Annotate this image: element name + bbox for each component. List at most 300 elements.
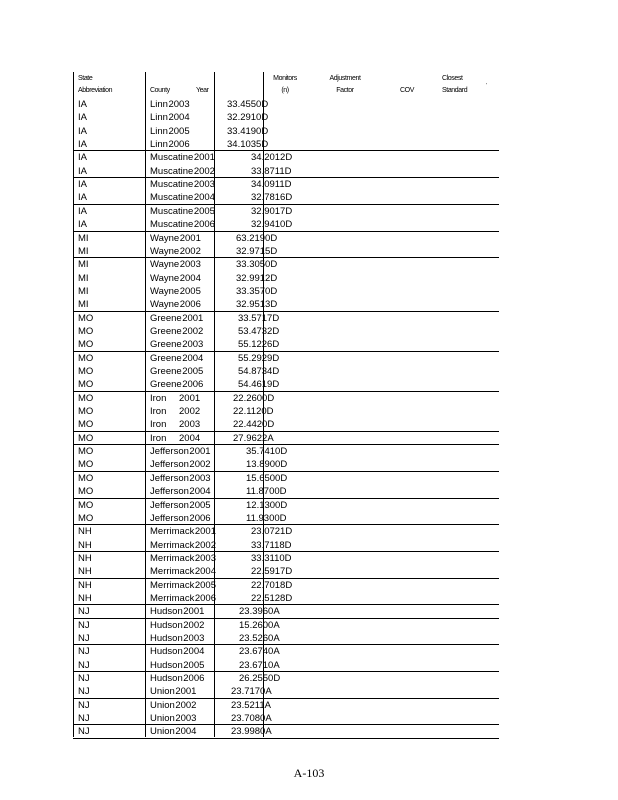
- state-cell: NJ: [78, 726, 90, 738]
- state-cell: IA: [78, 219, 87, 231]
- flag-cell: D: [285, 592, 293, 604]
- flag-cell: A: [273, 646, 280, 658]
- flag-cell: D: [270, 259, 278, 271]
- value-cell: 22.4420: [233, 419, 268, 431]
- table-row: [0, 405, 618, 418]
- county-cell: Hudson: [150, 633, 183, 644]
- table-row: [0, 178, 618, 191]
- year-cell: 2006: [182, 379, 204, 391]
- value-cell: 32.9410: [251, 219, 286, 231]
- county-cell: Iron: [150, 419, 167, 431]
- year-cell: 2004: [179, 432, 201, 444]
- value-cell: 63.2190: [236, 232, 271, 244]
- value-cell: 23.5211: [231, 699, 265, 711]
- flag-cell: A: [265, 713, 272, 725]
- value-cell: 12.1300: [246, 499, 281, 511]
- table-row: [0, 312, 618, 325]
- year-cell: 2001: [179, 232, 201, 244]
- flag-cell: D: [285, 152, 293, 164]
- value-cell: 54.4619: [238, 379, 273, 391]
- table-row: [0, 712, 618, 725]
- state-cell: MO: [78, 472, 94, 484]
- year-cell: 2003: [175, 713, 197, 725]
- year-cell: 2001: [175, 686, 197, 698]
- county-cell: Merrimack: [150, 592, 195, 604]
- table-row: [0, 338, 618, 351]
- county-cell: Muscatine: [150, 205, 194, 217]
- value-cell: 22.7018: [251, 579, 286, 591]
- county-cell: Greene: [150, 312, 182, 324]
- table-row: [0, 165, 618, 178]
- table-row: [0, 138, 618, 151]
- table-row: [0, 725, 618, 738]
- county-cell: Iron: [150, 392, 167, 404]
- flag-cell: D: [261, 139, 269, 151]
- value-cell: 54.8734: [238, 366, 273, 377]
- year-cell: 2005: [189, 499, 211, 511]
- table-row: [0, 592, 618, 605]
- county-cell: Muscatine: [150, 219, 194, 231]
- flag-cell: D: [267, 392, 275, 404]
- county-cell: Greene: [150, 339, 182, 351]
- table-row: [0, 485, 618, 498]
- table-row: [0, 218, 618, 231]
- header-adjustment: [326, 73, 364, 97]
- table-row: [0, 445, 618, 458]
- state-cell: MI: [78, 245, 89, 257]
- flag-cell: A: [267, 432, 274, 444]
- value-cell: 23.0721: [251, 526, 286, 538]
- year-cell: 2003: [179, 259, 201, 271]
- county-cell: Merrimack: [150, 526, 195, 538]
- state-cell: MO: [78, 352, 94, 364]
- year-cell: 2002: [179, 406, 201, 418]
- flag-cell: D: [279, 486, 287, 498]
- county-cell: Iron: [150, 406, 167, 418]
- county-cell: Wayne: [150, 285, 180, 297]
- table-row: [0, 685, 618, 698]
- flag-cell: A: [265, 686, 272, 698]
- table-row: [0, 579, 618, 592]
- value-cell: 33.3570: [236, 285, 271, 297]
- value-cell: 22.1120: [233, 406, 267, 418]
- year-cell: 2002: [175, 699, 197, 711]
- flag-cell: D: [270, 232, 278, 244]
- header-state-line2: Abbreviation: [78, 87, 113, 94]
- value-cell: 23.6710: [239, 659, 274, 671]
- table-row: [0, 285, 618, 298]
- flag-cell: A: [273, 619, 280, 631]
- value-cell: 55.2929: [238, 352, 273, 364]
- value-cell: 23.5260: [239, 633, 274, 644]
- value-cell: 32.9017: [251, 205, 286, 217]
- value-cell: 53.4732: [238, 325, 273, 337]
- state-cell: IA: [78, 165, 87, 177]
- state-cell: MO: [78, 406, 94, 418]
- header-state-line1: State: [78, 75, 93, 82]
- value-cell: 32.9912: [236, 272, 271, 284]
- county-cell: Merrimack: [150, 539, 195, 551]
- table-row: [0, 552, 618, 565]
- state-cell: IA: [78, 139, 87, 151]
- year-cell: 2004: [168, 112, 190, 124]
- year-cell: 2005: [193, 205, 215, 217]
- county-cell: Muscatine: [150, 165, 194, 177]
- flag-cell: D: [270, 245, 278, 257]
- table-row: [0, 111, 618, 124]
- year-cell: 2006: [179, 299, 201, 311]
- county-cell: Greene: [150, 379, 182, 391]
- county-cell: Linn: [150, 112, 168, 124]
- flag-cell: D: [285, 566, 293, 578]
- year-cell: 2002: [189, 459, 211, 471]
- state-cell: MI: [78, 259, 89, 271]
- county-cell: Linn: [150, 125, 168, 137]
- table-row: [0, 392, 618, 405]
- county-cell: Muscatine: [150, 192, 194, 204]
- flag-cell: A: [273, 633, 280, 644]
- county-cell: Hudson: [150, 619, 183, 631]
- table-row: [0, 98, 618, 111]
- state-cell: MO: [78, 366, 94, 377]
- county-cell: Jefferson: [150, 472, 189, 484]
- value-cell: 13.8900: [246, 459, 281, 471]
- state-cell: NJ: [78, 633, 90, 644]
- value-cell: 33.4550: [227, 99, 262, 110]
- header-closest-line1: Closest: [442, 75, 463, 82]
- state-cell: MI: [78, 299, 89, 311]
- year-cell: 2001: [182, 312, 204, 324]
- state-cell: NJ: [78, 659, 90, 671]
- year-cell: 2006: [194, 592, 216, 604]
- value-cell: 22.2600: [233, 392, 268, 404]
- state-cell: MI: [78, 285, 89, 297]
- state-cell: MO: [78, 419, 94, 431]
- value-cell: 33.5717: [238, 312, 273, 324]
- value-cell: 32.7816: [251, 192, 286, 204]
- value-cell: 23.9980: [231, 726, 266, 738]
- flag-cell: D: [285, 219, 293, 231]
- table-row: [0, 298, 618, 311]
- county-cell: Jefferson: [150, 459, 189, 471]
- county-cell: Greene: [150, 325, 182, 337]
- state-cell: NH: [78, 552, 92, 564]
- header-tick-mark: ': [486, 83, 487, 89]
- value-cell: 23.3960: [239, 606, 274, 618]
- state-cell: NH: [78, 539, 92, 551]
- table-row: [0, 472, 618, 485]
- table-row: [0, 232, 618, 245]
- value-cell: 23.7170: [231, 686, 266, 698]
- table-row: [0, 432, 618, 445]
- table-row: [0, 699, 618, 712]
- flag-cell: D: [267, 419, 275, 431]
- header-cov: COV: [400, 87, 414, 94]
- county-cell: Hudson: [150, 606, 183, 618]
- table-row: [0, 352, 618, 365]
- flag-cell: D: [285, 205, 293, 217]
- year-cell: 2004: [194, 566, 216, 578]
- state-cell: NH: [78, 526, 92, 538]
- state-cell: IA: [78, 192, 87, 204]
- value-cell: 33.3110: [251, 552, 285, 564]
- county-cell: Linn: [150, 99, 168, 110]
- state-cell: MO: [78, 459, 94, 471]
- county-cell: Iron: [150, 432, 167, 444]
- county-cell: Merrimack: [150, 566, 195, 578]
- year-cell: 2001: [189, 446, 211, 458]
- county-cell: Union: [150, 713, 175, 725]
- table-row: [0, 258, 618, 271]
- flag-cell: D: [284, 539, 292, 551]
- table-row: [0, 632, 618, 645]
- value-cell: 35.7410: [246, 446, 281, 458]
- table-row: [0, 205, 618, 218]
- year-cell: 2003: [179, 419, 201, 431]
- year-cell: 2004: [189, 486, 211, 498]
- state-cell: NJ: [78, 673, 90, 685]
- header-monitors-line1: Monitors: [273, 75, 297, 82]
- state-cell: NJ: [78, 619, 90, 631]
- value-cell: 22.5128: [251, 592, 286, 604]
- county-cell: Merrimack: [150, 552, 195, 564]
- flag-cell: D: [272, 312, 280, 324]
- state-cell: IA: [78, 99, 87, 110]
- header-adjustment-line2: Factor: [336, 87, 354, 94]
- year-cell: 2005: [179, 285, 201, 297]
- table-row: [0, 645, 618, 658]
- table-row: [0, 191, 618, 204]
- flag-cell: A: [273, 606, 280, 618]
- value-cell: 23.6740: [239, 646, 274, 658]
- county-cell: Greene: [150, 366, 182, 377]
- table-row: [0, 539, 618, 552]
- value-cell: 26.2550: [239, 673, 274, 685]
- year-cell: 2003: [189, 472, 211, 484]
- county-cell: Union: [150, 726, 175, 738]
- flag-cell: D: [285, 192, 293, 204]
- flag-cell: D: [272, 325, 280, 337]
- flag-cell: A: [273, 659, 280, 671]
- year-cell: 2001: [179, 392, 201, 404]
- value-cell: 33.8711: [251, 165, 285, 177]
- flag-cell: A: [265, 726, 272, 738]
- flag-cell: D: [280, 499, 288, 511]
- county-cell: Wayne: [150, 259, 180, 271]
- table-row: [0, 619, 618, 632]
- county-cell: Jefferson: [150, 446, 189, 458]
- flag-cell: D: [270, 285, 278, 297]
- county-cell: Union: [150, 686, 175, 698]
- flag-cell: A: [264, 699, 271, 711]
- value-cell: 33.7118: [251, 539, 285, 551]
- state-cell: NJ: [78, 686, 90, 698]
- county-cell: Wayne: [150, 272, 180, 284]
- flag-cell: D: [280, 459, 288, 471]
- county-cell: Union: [150, 699, 175, 711]
- year-cell: 2006: [168, 139, 190, 151]
- year-cell: 2003: [182, 339, 204, 351]
- value-cell: 33.4190: [227, 125, 262, 137]
- flag-cell: D: [272, 366, 280, 377]
- header-county: County: [150, 87, 170, 94]
- table-row: [0, 672, 618, 685]
- state-cell: IA: [78, 152, 87, 164]
- header-year: Year: [196, 87, 209, 94]
- flag-cell: D: [284, 165, 292, 177]
- header-closest: [442, 73, 467, 97]
- table-row: [0, 565, 618, 578]
- flag-cell: D: [280, 446, 288, 458]
- flag-cell: D: [280, 472, 288, 484]
- state-cell: MI: [78, 232, 89, 244]
- county-cell: Merrimack: [150, 579, 195, 591]
- table-row: [0, 605, 618, 618]
- year-cell: 2005: [194, 579, 216, 591]
- table-row: [0, 512, 618, 525]
- state-cell: NJ: [78, 713, 90, 725]
- year-cell: 2001: [183, 606, 205, 618]
- value-cell: 34.1035: [227, 139, 262, 151]
- table-row: [0, 499, 618, 512]
- year-cell: 2002: [179, 245, 201, 257]
- year-cell: 2003: [194, 552, 216, 564]
- header-closest-line2: Standard: [442, 87, 468, 94]
- year-cell: 2003: [168, 99, 190, 110]
- state-cell: MO: [78, 379, 94, 391]
- flag-cell: D: [285, 526, 293, 538]
- year-cell: 2005: [182, 366, 204, 377]
- page-number: A-103: [293, 766, 325, 780]
- state-cell: IA: [78, 112, 87, 124]
- header-monitors-line2: (n): [281, 87, 289, 94]
- county-cell: Linn: [150, 139, 168, 151]
- flag-cell: D: [272, 339, 280, 351]
- county-cell: Greene: [150, 352, 182, 364]
- table-row: [0, 458, 618, 471]
- state-cell: NJ: [78, 699, 90, 711]
- value-cell: 55.1226: [238, 339, 273, 351]
- value-cell: 11.8700: [246, 486, 280, 498]
- value-cell: 33.3050: [236, 259, 271, 271]
- year-cell: 2002: [183, 619, 205, 631]
- table-row: [0, 151, 618, 164]
- table-row: [0, 525, 618, 538]
- value-cell: 34.2012: [251, 152, 286, 164]
- table-row: [0, 245, 618, 258]
- state-cell: MO: [78, 325, 94, 337]
- county-cell: Hudson: [150, 673, 183, 685]
- header-monitors: [271, 73, 299, 97]
- flag-cell: D: [284, 552, 292, 564]
- year-cell: 2002: [193, 165, 215, 177]
- state-cell: NJ: [78, 606, 90, 618]
- value-cell: 27.9622: [233, 432, 268, 444]
- flag-cell: D: [270, 272, 278, 284]
- state-cell: NJ: [78, 646, 90, 658]
- state-cell: MO: [78, 499, 94, 511]
- state-cell: MO: [78, 339, 94, 351]
- state-cell: NH: [78, 566, 92, 578]
- table-row: [0, 125, 618, 138]
- year-cell: 2004: [175, 726, 197, 738]
- state-cell: NH: [78, 592, 92, 604]
- header-adjustment-line1: Adjustment: [329, 75, 361, 82]
- flag-cell: D: [285, 579, 293, 591]
- state-cell: MO: [78, 312, 94, 324]
- year-cell: 2005: [183, 659, 205, 671]
- flag-cell: D: [272, 379, 280, 391]
- value-cell: 32.9513: [236, 299, 271, 311]
- year-cell: 2006: [193, 219, 215, 231]
- state-cell: IA: [78, 125, 87, 137]
- state-cell: MO: [78, 446, 94, 458]
- table-row: [0, 418, 618, 431]
- year-cell: 2002: [182, 325, 204, 337]
- county-cell: Muscatine: [150, 152, 194, 164]
- year-cell: 2004: [193, 192, 215, 204]
- county-cell: Muscatine: [150, 179, 194, 191]
- year-cell: 2004: [183, 646, 205, 658]
- flag-cell: D: [270, 299, 278, 311]
- flag-cell: D: [273, 673, 281, 685]
- year-cell: 2004: [179, 272, 201, 284]
- county-cell: Jefferson: [150, 486, 189, 498]
- state-cell: IA: [78, 179, 87, 191]
- flag-cell: D: [261, 125, 269, 137]
- state-cell: MO: [78, 432, 94, 444]
- value-cell: 34.0911: [251, 179, 285, 191]
- county-cell: Hudson: [150, 659, 183, 671]
- value-cell: 23.7080: [231, 713, 266, 725]
- header-state: [78, 73, 112, 97]
- value-cell: 15.2600: [239, 619, 274, 631]
- county-cell: Jefferson: [150, 512, 189, 524]
- year-cell: 2004: [182, 352, 204, 364]
- year-cell: 2003: [183, 633, 205, 644]
- value-cell: 32.2910: [227, 112, 262, 124]
- year-cell: 2003: [193, 179, 215, 191]
- year-cell: 2006: [183, 673, 205, 685]
- flag-cell: D: [284, 179, 292, 191]
- value-cell: 32.9715: [236, 245, 271, 257]
- table-row: [0, 659, 618, 672]
- county-cell: Hudson: [150, 646, 183, 658]
- value-cell: 11.9300: [246, 512, 280, 524]
- year-cell: 2001: [193, 152, 215, 164]
- county-cell: Wayne: [150, 232, 180, 244]
- state-cell: MO: [78, 512, 94, 524]
- year-cell: 2001: [194, 526, 216, 538]
- table-row: [0, 272, 618, 285]
- state-cell: NH: [78, 579, 92, 591]
- value-cell: 22.5917: [251, 566, 286, 578]
- row-separator: [73, 738, 499, 739]
- flag-cell: D: [272, 352, 280, 364]
- flag-cell: D: [279, 512, 287, 524]
- year-cell: 2005: [168, 125, 190, 137]
- county-cell: Wayne: [150, 245, 180, 257]
- table-row: [0, 378, 618, 391]
- year-cell: 2002: [194, 539, 216, 551]
- state-cell: MO: [78, 392, 94, 404]
- flag-cell: D: [266, 406, 274, 418]
- table-row: [0, 365, 618, 378]
- flag-cell: D: [261, 99, 269, 110]
- flag-cell: D: [261, 112, 269, 124]
- state-cell: IA: [78, 205, 87, 217]
- county-cell: Wayne: [150, 299, 180, 311]
